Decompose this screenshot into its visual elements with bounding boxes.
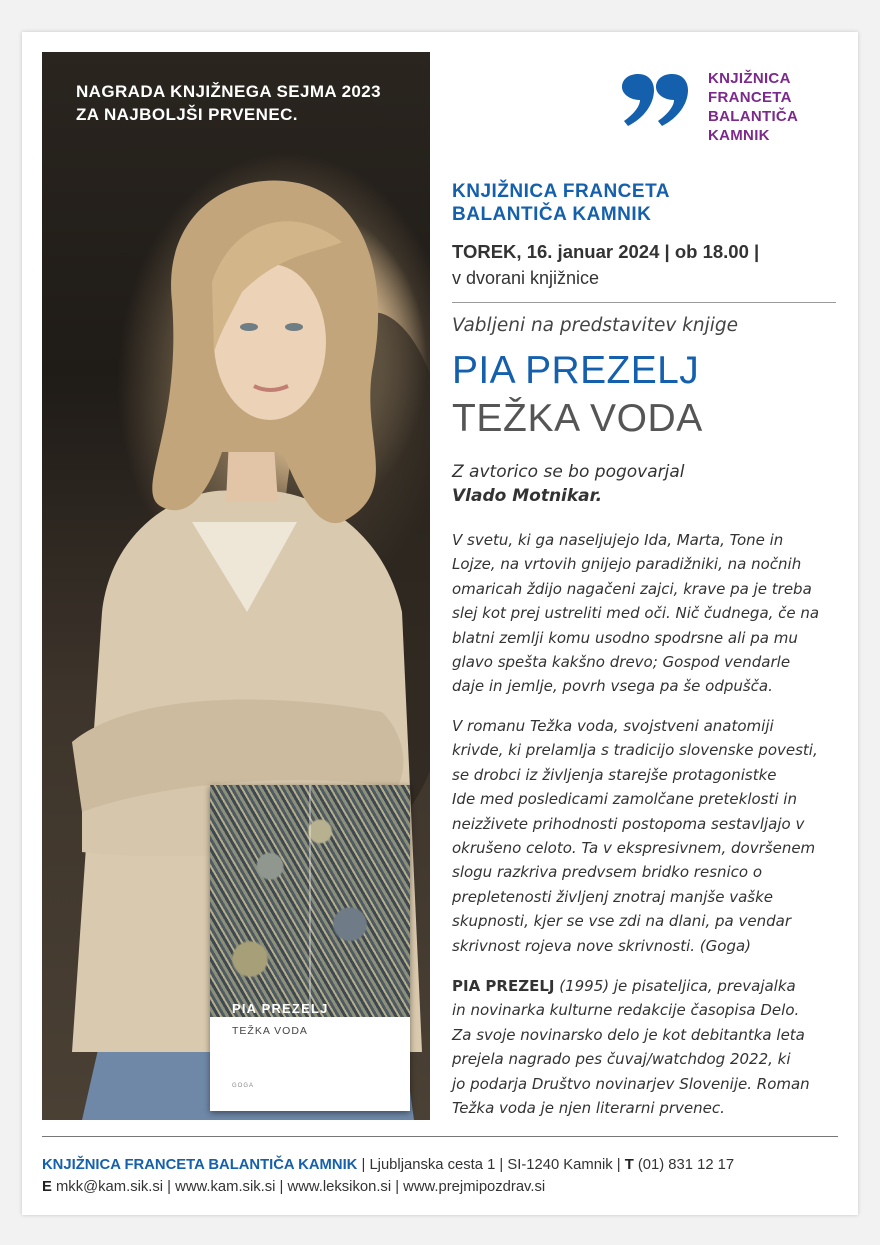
p2-line: skupnosti, kjer se vse zdi na dlani, pa vendar	[452, 912, 791, 931]
bio-first-line-rest: (1995) je pisateljica, prevajalka	[554, 977, 796, 995]
p2-line: neizživete prihodnosti postopoma sestavljajo v	[452, 814, 805, 833]
p1-line: glavo spešta kakšno drevo; Gospod vendarle	[452, 653, 791, 672]
quote-marks-icon	[620, 74, 690, 126]
host-info	[452, 460, 847, 508]
bio-line: jo podarja Društvo novinarjev Slovenije. Roman	[452, 1074, 810, 1093]
book-cover-art	[210, 785, 410, 1017]
event-room: v dvorani knjižnice	[452, 268, 600, 288]
poster	[22, 32, 858, 1215]
book-cover-author: PIA PREZELJ	[232, 1001, 329, 1016]
host-intro: Z avtorico se bo pogovarjal	[452, 462, 685, 482]
p1-line: V svetu, ki ga naseljujejo Ida, Marta, Tone in	[452, 531, 784, 549]
p2-line: krivde, ki prelamlja s tradicijo slovenske povesti,	[452, 741, 818, 760]
host-name: Vlado Motnikar.	[452, 486, 603, 506]
p2-line: Ide med posledicami zamolčane preteklosti in	[452, 790, 797, 809]
footer-phone: (01) 831 12 17	[633, 1157, 735, 1173]
book-cover	[210, 785, 410, 1111]
venue-line-1: KNJIŽNICA FRANCETA	[452, 181, 670, 202]
logo-line-3: BALANTIČA	[708, 108, 799, 125]
p1-line: omaricah ždijo nagačeni zajci, krave pa je treba	[452, 579, 812, 598]
footer-links[interactable]: mkk@kam.sik.si | www.kam.sik.si | www.leksikon.si | www.prejmipozdrav.si	[51, 1179, 546, 1195]
bio-first-line	[452, 974, 847, 998]
p2-line: slogu razkriva predvsem bridko resnico o	[452, 863, 763, 882]
bio-author-name: PIA PREZELJ	[452, 977, 555, 995]
award-line-2: ZA NAJBOLJŠI PRVENEC.	[76, 105, 298, 124]
description-paragraph-2	[452, 714, 847, 958]
footer	[42, 1154, 842, 1198]
bio-line: in novinarka kulturne redakcije časopisa Delo.	[452, 1001, 800, 1020]
description-paragraph-1	[452, 528, 847, 699]
footer-line-2	[42, 1176, 842, 1198]
footer-divider	[42, 1136, 838, 1137]
logo-line-4: KAMNIK	[708, 127, 770, 144]
p2-line: se drobci iz življenja starejše protagonistke	[452, 765, 777, 784]
venue-line-2: BALANTIČA KAMNIK	[452, 204, 652, 225]
p2-line: V romanu Težka voda, svojstveni anatomiji	[452, 717, 774, 735]
book-cover-publisher: GOGA	[232, 1083, 255, 1089]
book-cover-title: TEŽKA VODA	[232, 1025, 308, 1037]
book-title-heading: TEŽKA VODA	[452, 397, 703, 440]
p2-line: prepletenosti življenj znotraj manjše vaške	[452, 887, 774, 906]
author-name-heading: PIA PREZELJ	[452, 349, 700, 392]
logo-line-2: FRANCETA	[708, 89, 792, 106]
footer-line-1	[42, 1154, 842, 1176]
p1-line: daje in jemlje, povrh vsega pa še odpušča.	[452, 677, 773, 696]
p2-line: okrušeno celoto. Ta v ekspresivnem, dovršenem	[452, 839, 816, 858]
footer-phone-label: T	[624, 1157, 634, 1173]
event-venue	[452, 180, 847, 226]
author-photo	[42, 52, 430, 1120]
p2-line: skrivnost rojeva nove skrivnosti. (Goga)	[452, 936, 752, 955]
invitation-text: Vabljeni na predstavitev knjige	[452, 315, 739, 336]
p1-line: slej kot prej ustreliti med oči. Nič čudnega, če na	[452, 604, 820, 623]
bio-line: prejela nagrado pes čuvaj/watchdog 2022, ki	[452, 1050, 791, 1069]
divider	[452, 302, 836, 303]
p1-line: blatni zemlji komu usodno spodrsne ali pa mu	[452, 628, 798, 647]
award-line-1: NAGRADA KNJIŽNEGA SEJMA 2023	[76, 82, 381, 101]
bio-line: Za svoje novinarsko delo je kot debitantka leta	[452, 1025, 805, 1044]
p1-line: Lojze, na vrtovih gnijejo paradižniki, na nočnih	[452, 555, 802, 574]
event-datetime: TOREK, 16. januar 2024 | ob 18.00 |	[452, 241, 760, 262]
logo-line-1: KNJIŽNICA	[708, 70, 791, 87]
footer-org-name: KNJIŽNICA FRANCETA BALANTIČA KAMNIK	[42, 1157, 358, 1173]
footer-email-label: E	[42, 1179, 52, 1195]
bio-line: Težka voda je njen literarni prvenec.	[452, 1099, 725, 1118]
footer-address: | Ljubljanska cesta 1 | SI-1240 Kamnik |	[357, 1157, 625, 1173]
author-bio	[452, 974, 847, 1120]
award-banner	[76, 80, 416, 126]
library-logo-text	[708, 69, 848, 145]
